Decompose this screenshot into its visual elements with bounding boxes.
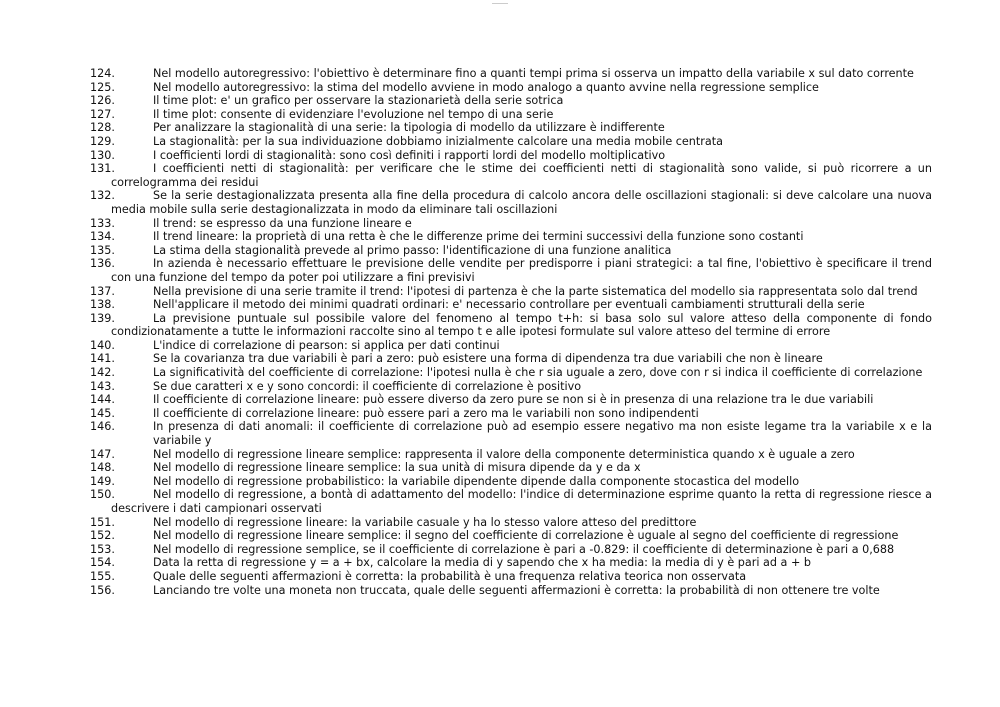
item-number: 136. [90,257,115,271]
list-item [90,529,932,543]
item-number: 141. [90,352,115,366]
item-text: Il time plot: consente di evidenziare l'evoluzione nel tempo di una serie [153,107,554,121]
item-text: Per analizzare la stagionalità di una serie: la tipologia di modello da utilizzare è indifferente [153,121,665,135]
list-item [90,244,932,258]
item-text: Nel modello autoregressivo: l'obiettivo è determinare fino a quanti tempi prima si osserva un impatto della variabile x sul dato corrente [153,67,914,80]
list-item [90,285,932,299]
list-item [90,312,932,339]
list-item [90,366,932,380]
item-number: 133. [90,216,115,230]
item-text: Se due caratteri x e y sono concordi: il coefficiente di correlazione è positivo [153,379,582,393]
item-text: Il coefficiente di correlazione lineare: può essere pari a zero ma le variabili non sono indipendenti [153,406,699,420]
item-number: 132. [90,189,115,203]
item-text: Nel modello di regressione lineare: la variabile casuale y ha lo stesso valore atteso del predittore [153,515,697,529]
list-item [90,135,932,149]
list-item [90,475,932,489]
item-number: 134. [90,230,115,244]
item-number: 124. [90,67,115,80]
item-text: Data la retta di regressione y = a + bx, calcolare la media di y sapendo che x ha media: la media di y è pari ad a + b [153,556,811,570]
list-item [90,298,932,312]
item-text: Nel modello di regressione probabilistico: la variabile dipendente dipende dalla componente stocastica del modello [153,474,800,488]
item-text: La stima della stagionalità prevede al primo passo: l'identificazione di una funzione analitica [153,243,672,257]
item-text: Nella previsione di una serie tramite il trend: l'ipotesi di partenza è che la parte sistematica del modello sia rappresentata solo dal trend [153,284,918,298]
item-number: 155. [90,569,115,583]
list-item [90,488,932,515]
item-text: Nel modello autoregressivo: la stima del modello avviene in modo analogo a quanto avvine nella regressione semplice [153,80,819,94]
item-text: Nel modello di regressione lineare semplice: il segno del coefficiente di correlazione è uguale al segno del coefficiente di regressione [153,529,899,543]
item-text: Nell'applicare il metodo dei minimi quadrati ordinari: e' necessario controllare per eventuali cambiamenti strutturali della serie [153,298,865,312]
item-number: 131. [90,162,115,176]
item-number: 135. [90,243,115,257]
list-item [90,81,932,95]
list-item [90,162,932,189]
item-text: Nel modello di regressione lineare semplice: la sua unità di misura dipende da y e da x [153,461,641,475]
list-item [90,67,932,81]
item-text: Il trend: se espresso da una funzione lineare e [153,216,412,230]
list-item [90,217,932,231]
list-item [90,570,932,584]
item-number: 137. [90,284,115,298]
item-text: In azienda è necessario effettuare le previsione delle vendite per predisporre i piani strategici: a tal fine, l'obiettivo è specificare il trend con una funzione del tempo da poter poi utilizzare a fini previsivi [111,257,932,284]
item-number: 149. [90,474,115,488]
item-text: Lanciando tre volte una moneta non truccata, quale delle seguenti affermazioni è corretta: la probabilità di non ottenere tre volte [153,583,880,597]
list-item [90,108,932,122]
item-number: 142. [90,366,115,380]
list-item [90,94,932,108]
list-item [90,393,932,407]
item-text: Se la serie destagionalizzata presenta alla fine della procedura di calcolo ancora delle oscillazioni stagionali: si deve calcolare una nuova media mobile sulla serie destagionalizzata in modo da eliminare tali oscillazioni [111,189,932,216]
item-number: 125. [90,80,115,94]
item-text: L'indice di correlazione di pearson: si applica per dati continui [153,338,500,352]
item-text: Se la covarianza tra due variabili è pari a zero: può esistere una forma di dipendenza tra due variabili che non è lineare [153,352,823,366]
item-text: Quale delle seguenti affermazioni è corretta: la probabilità è una frequenza relativa teorica non osservata [153,569,747,583]
item-number: 130. [90,148,115,162]
item-text: La previsione puntuale sul possibile valore del fenomeno al tempo t+h: si basa solo sul valore atteso della componente di fondo condizionatamente a tutte le informazioni raccolte sino al tempo t e alle ipotesi formulate sul valore atteso del termine di errore [111,311,932,339]
list-item [90,230,932,244]
list-item [90,257,932,284]
list-item [90,380,932,394]
item-text: Il trend lineare: la proprietà di una retta è che le differenze prime dei termini successivi della funzione sono costanti [153,230,804,244]
item-number: 128. [90,121,115,135]
list-item [90,516,932,530]
list-item [90,556,932,570]
item-number: 144. [90,393,115,407]
item-number: 140. [90,338,115,352]
item-text: Nel modello di regressione semplice, se il coefficiente di correlazione è pari a -0.829: il coefficiente di determinazione è pari a 0,688 [153,542,895,556]
list-item [90,543,932,557]
item-number: 143. [90,379,115,393]
item-number: 156. [90,583,115,597]
item-number: 153. [90,542,115,556]
list-item [90,189,932,216]
item-text: I coefficienti lordi di stagionalità: sono così definiti i rapporti lordi del modello moltiplicativo [153,148,666,162]
item-number: 151. [90,515,115,529]
item-number: 126. [90,94,115,108]
list-item [90,407,932,421]
list-item [90,420,932,447]
list-item [90,352,932,366]
list-item [90,149,932,163]
list-item [90,121,932,135]
item-number: 148. [90,461,115,475]
item-text: Il time plot: e' un grafico per osservare la stazionarietà della serie sotrica [153,94,564,108]
item-text: Nel modello di regressione, a bontà di adattamento del modello: l'indice di determinazione esprime quanto la retta di regressione riesce a descrivere i dati campionari osservati [111,488,932,515]
item-number: 152. [90,529,115,543]
item-number: 145. [90,406,115,420]
item-number: 154. [90,556,115,570]
list-item [90,448,932,462]
list-item [90,584,932,598]
item-number: 129. [90,134,115,148]
item-number: 147. [90,447,115,461]
item-text: I coefficienti netti di stagionalità: per verificare che le stime dei coefficienti netti di stagionalità sono valide, si può ricorrere a un correlogramma dei residui [111,162,932,189]
item-number: 138. [90,298,115,312]
item-number: 150. [90,488,115,502]
item-text: La significatività del coefficiente di correlazione: l'ipotesi nulla è che r sia uguale a zero, dove con r si indica il coefficiente di correlazione [153,366,923,380]
item-number: 127. [90,107,115,121]
list-item [90,339,932,353]
item-text: Il coefficiente di correlazione lineare: può essere diverso da zero pure se non si è in presenza di una relazione tra le due variabili [153,393,874,407]
page-top-mark [492,0,508,4]
item-text: In presenza di dati anomali: il coefficiente di correlazione può ad esempio essere negativo ma non esiste legame tra la variabile x e la variabile y [153,420,932,448]
item-text: La stagionalità: per la sua individuazione dobbiamo inizialmente calcolare una media mobile centrata [153,134,723,148]
item-number: 146. [90,420,115,434]
list-item [90,461,932,475]
numbered-list [90,67,932,597]
item-number: 139. [90,311,115,325]
item-text: Nel modello di regressione lineare semplice: rappresenta il valore della componente deterministica quando x è uguale a zero [153,447,855,461]
